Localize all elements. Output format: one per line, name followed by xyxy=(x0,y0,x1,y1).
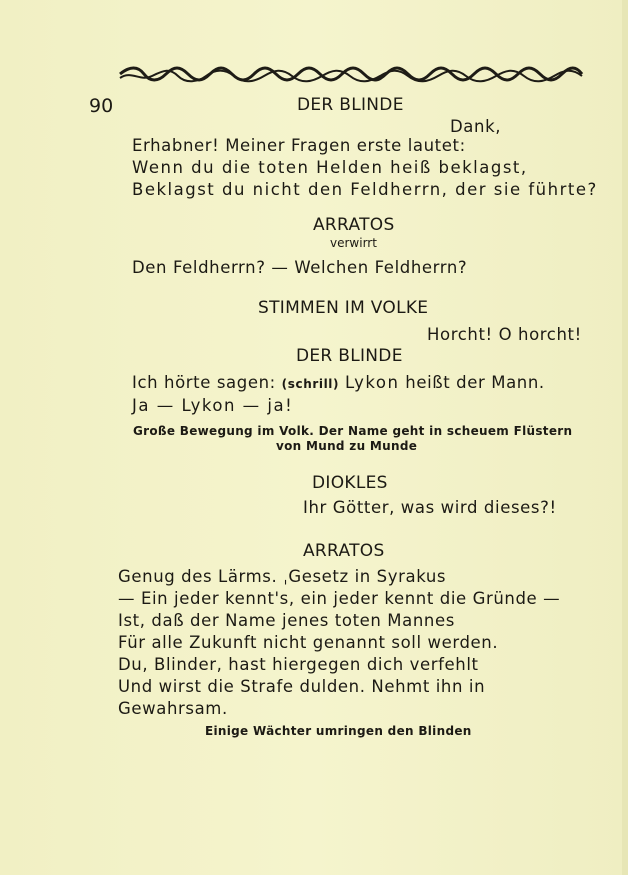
verse-line: Erhabner! Meiner Fragen erste lautet: xyxy=(132,136,466,155)
speaker-name: STIMMEN IM VOLKE xyxy=(258,298,429,318)
verse-line: Ja — Lykon — ja! xyxy=(132,396,294,415)
verse-line: Ihr Götter, was wird dieses?! xyxy=(303,498,557,517)
verse-line: Beklagst du nicht den Feldherrn, der sie führte? xyxy=(132,180,598,199)
page-number: 90 xyxy=(89,95,114,117)
verse-line: Du, Blinder, hast hiergegen dich verfehlt xyxy=(118,655,479,674)
running-head: DER BLINDE xyxy=(297,95,404,115)
speaker-name: DER BLINDE xyxy=(296,346,403,366)
page-edge xyxy=(622,0,628,875)
verse-text: Ich hörte sagen: xyxy=(132,373,276,392)
verse-line xyxy=(132,373,545,392)
stage-direction: Große Bewegung im Volk. Der Name geht in scheuem Flüstern xyxy=(133,424,573,438)
verse-line: — Ein jeder kennt's, ein jeder kennt die Gründe — xyxy=(118,589,561,608)
verse-line: Wenn du die toten Helden heiß beklagst, xyxy=(132,158,528,177)
verse-line: Den Feldherrn? — Welchen Feldherrn? xyxy=(132,258,468,277)
verse-line: Und wirst die Strafe dulden. Nehmt ihn in xyxy=(118,677,486,696)
speaker-name: ARRATOS xyxy=(313,215,395,235)
speaker-name: ARRATOS xyxy=(303,541,385,561)
verse-text: heißt der Mann. xyxy=(405,373,545,392)
verse-line: Ist, daß der Name jenes toten Mannes xyxy=(118,611,455,630)
verse-line: Gewahrsam. xyxy=(118,699,228,718)
verse-line: Für alle Zukunft nicht genannt soll werden. xyxy=(118,633,499,652)
verse-line: Horcht! O horcht! xyxy=(427,325,582,344)
verse-line: Dank, xyxy=(450,117,502,136)
ornamental-border xyxy=(118,64,584,84)
stage-direction: verwirrt xyxy=(330,236,377,250)
speaker-name: DIOKLES xyxy=(312,473,388,493)
stage-direction: Einige Wächter umringen den Blinden xyxy=(205,724,472,738)
stage-direction: (schrill) xyxy=(281,377,340,391)
stage-direction: von Mund zu Munde xyxy=(276,439,418,453)
emphasized-name: Lykon xyxy=(344,373,400,392)
verse-line: Genug des Lärms. ˌGesetz in Syrakus xyxy=(118,567,447,586)
